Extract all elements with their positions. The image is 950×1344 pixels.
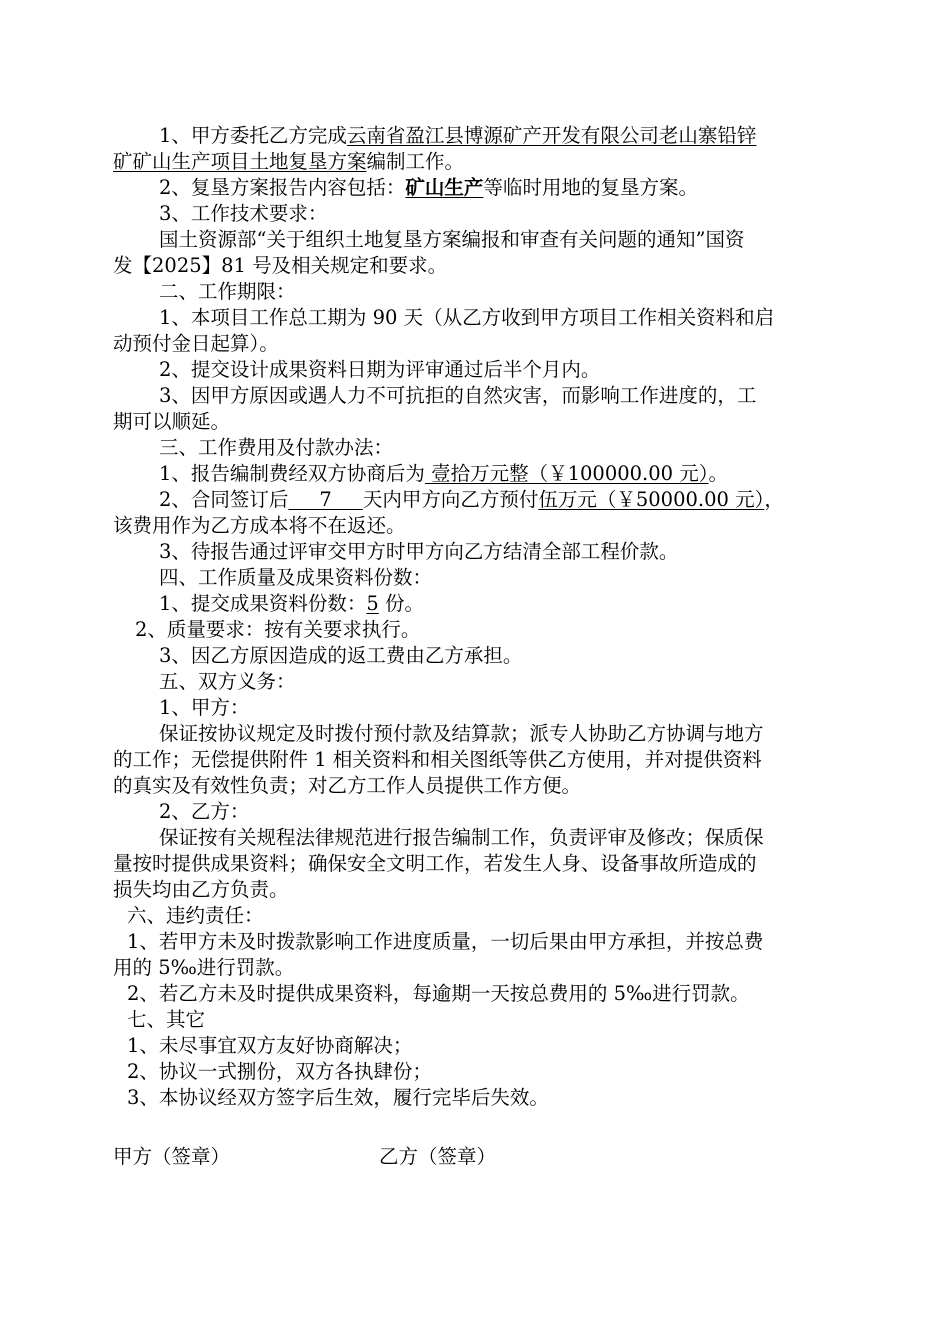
copies-count: 5 — [366, 592, 379, 615]
text: 编制工作。 — [366, 150, 465, 173]
paragraph: 的真实及有效性负责；对乙方工作人员提供工作方便。 — [113, 774, 582, 797]
section-heading: 七、其它 — [127, 1008, 206, 1031]
clause-entrust-cont — [113, 149, 858, 175]
text: 等临时用地的复垦方案。 — [483, 176, 698, 199]
paragraph: 3、因甲方原因或遇人力不可抗拒的自然灾害，而影响工作进度的，工 — [159, 384, 757, 407]
text: 1、提交成果资料份数： — [159, 592, 367, 615]
party-b-signature: 乙方（签章） — [379, 1145, 497, 1168]
project-name: 云南省盈江县博源矿产开发有限公司老山寨铅锌 — [346, 124, 757, 147]
paragraph: 期可以顺延。 — [113, 410, 231, 433]
scope-term: 矿山生产 — [405, 176, 484, 199]
text: 天内甲方向乙方预付 — [362, 488, 539, 511]
text: 1、甲方委托乙方完成 — [159, 124, 347, 147]
paragraph: 该费用作为乙方成本将不在返还。 — [113, 514, 406, 537]
paragraph: 保证按有关规程法律规范进行报告编制工作，负责评审及修改；保质保 — [159, 826, 764, 849]
text: 1、报告编制费经双方协商后为 — [159, 462, 425, 485]
contract-body — [113, 123, 858, 1111]
clause-entrust — [113, 123, 858, 149]
paragraph: 2、提交设计成果资料日期为评审通过后半个月内。 — [159, 358, 601, 381]
section-heading: 六、违约责任： — [127, 904, 264, 927]
paragraph: 2、若乙方未及时提供成果资料，每逾期一天按总费用的 5‰进行罚款。 — [127, 982, 750, 1005]
paragraph: 保证按协议规定及时拨付预付款及结算款；派专人协助乙方协调与地方 — [159, 722, 764, 745]
paragraph: 的工作；无偿提供附件 1 相关资料和相关图纸等供乙方使用，并对提供资料 — [113, 748, 762, 771]
clause-fee — [113, 461, 858, 487]
paragraph: 发【2025】81 号及相关规定和要求。 — [113, 254, 448, 277]
section-heading: 四、工作质量及成果资料份数： — [159, 566, 433, 589]
clause-content — [113, 175, 858, 201]
text: 2、合同签订后 — [159, 488, 289, 511]
paragraph: 国土资源部“关于组织土地复垦方案编报和审查有关问题的通知”国资 — [159, 228, 745, 251]
paragraph: 2、协议一式捌份，双方各执肆份； — [127, 1060, 432, 1083]
paragraph: 1、未尽事宜双方友好协商解决； — [127, 1034, 413, 1057]
subheading: 2、乙方： — [159, 800, 250, 823]
paragraph: 用的 5‰进行罚款。 — [113, 956, 295, 979]
signature-row — [113, 1143, 858, 1171]
section-heading: 五、双方义务： — [159, 670, 296, 693]
prepay-amount: 伍万元（￥50000.00 元） — [538, 488, 765, 511]
section-heading: 三、工作费用及付款办法： — [159, 436, 394, 459]
paragraph: 3、本协议经双方签字后生效，履行完毕后失效。 — [127, 1086, 549, 1109]
clause-copies — [113, 591, 858, 617]
fee-amount: 壹拾万元整（￥100000.00 元） — [424, 462, 709, 485]
party-a-signature: 甲方（签章） — [113, 1145, 231, 1168]
text: ， — [764, 488, 784, 511]
clause-prepay — [113, 487, 858, 513]
text: 。 — [708, 462, 729, 485]
paragraph: 1、若甲方未及时拨款影响工作进度质量，一切后果由甲方承担，并按总费 — [127, 930, 764, 953]
project-name: 矿矿山生产项目土地复垦方案 — [113, 150, 367, 173]
paragraph: 量按时提供成果资料；确保安全文明工作，若发生人身、设备事故所造成的 — [113, 852, 757, 875]
text: 份。 — [378, 592, 425, 615]
clause-tech: 3、工作技术要求： — [159, 202, 328, 225]
section-heading: 二、工作期限： — [159, 280, 296, 303]
paragraph: 3、因乙方原因造成的返工费由乙方承担。 — [159, 644, 523, 667]
paragraph: 1、本项目工作总工期为 90 天（从乙方收到甲方项目工作相关资料和启 — [159, 306, 775, 329]
paragraph: 2、质量要求：按有关要求执行。 — [135, 618, 421, 641]
paragraph: 损失均由乙方负责。 — [113, 878, 289, 901]
days-blank: 7 — [288, 488, 363, 511]
paragraph: 动预付金日起算）。 — [113, 332, 279, 355]
subheading: 1、甲方： — [159, 696, 250, 719]
text: 2、复垦方案报告内容包括： — [159, 176, 406, 199]
paragraph: 3、待报告通过评审交甲方时甲方向乙方结清全部工程价款。 — [159, 540, 679, 563]
